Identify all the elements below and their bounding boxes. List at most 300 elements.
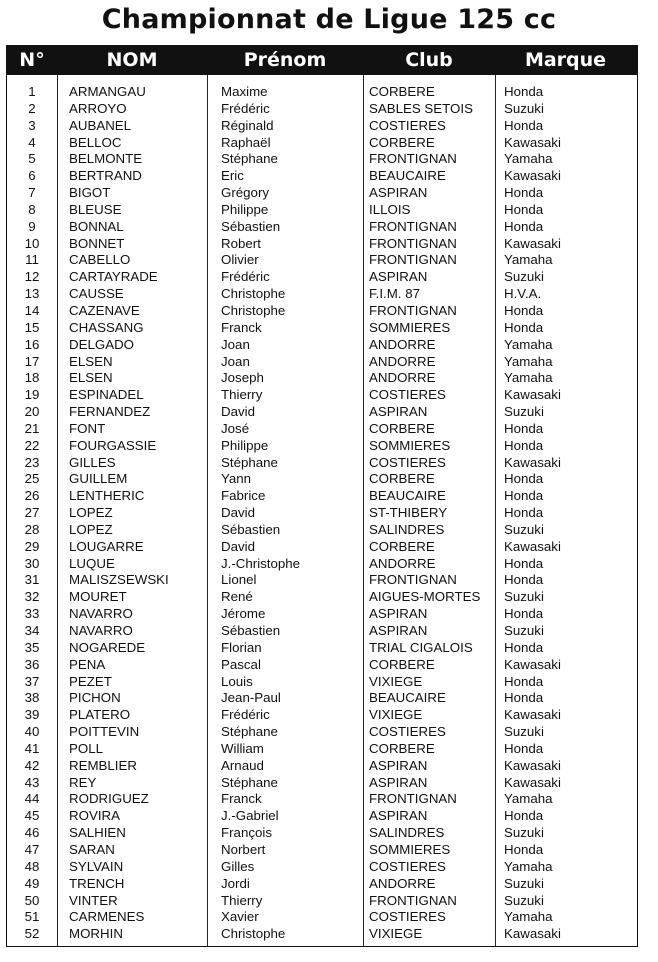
row-club: ASPIRAN [369,774,428,790]
table-row [7,723,637,740]
row-num: 20 [24,404,40,420]
row-marque: Yamaha [504,791,553,807]
row-prenom: Florian [221,639,262,655]
row-marque: Suzuki [504,623,544,638]
row-marque: Kawasaki [504,168,561,184]
row-prenom: Christophe [221,926,286,942]
page-title: Championnat de Ligue 125 cc [101,4,557,35]
row-club: ANDORRE [369,353,436,369]
row-marque: Kawasaki [504,387,561,403]
row-prenom: Frédéric [221,100,270,116]
row-club: AIGUES-MORTES [369,589,481,605]
row-num: 27 [24,505,40,521]
row-num: 45 [24,808,40,824]
row-marque: Kawasaki [504,757,561,773]
header-prenom: Prénom [243,49,327,71]
row-club: FRONTIGNAN [369,791,457,807]
row-nom: CARMENES [69,909,145,925]
row-marque: Kawasaki [504,707,561,723]
row-club: SALINDRES [369,521,445,537]
table-row [7,689,637,706]
row-num: 25 [24,471,40,487]
row-nom: POLL [69,740,104,756]
row-marque: Suzuki [504,589,544,605]
row-num: 37 [24,673,40,689]
table-row [7,285,637,302]
row-prenom: David [221,404,255,420]
row-nom: PEZET [69,673,112,689]
row-prenom: Olivier [221,252,259,268]
row-marque: Honda [504,488,544,504]
row-marque: Yamaha [504,370,553,386]
row-num: 15 [24,319,40,335]
row-num: 43 [24,774,40,790]
table-row [7,487,637,504]
row-num: 2 [28,100,36,116]
row-num: 9 [28,218,36,234]
row-marque: Yamaha [504,353,553,369]
row-club: CORBERE [369,84,435,99]
row-nom: BONNET [69,235,125,251]
row-num: 4 [28,134,36,150]
row-num: 7 [28,185,36,201]
row-num: 47 [24,841,40,857]
row-nom: CARTAYRADE [69,269,158,285]
row-nom: AUBANEL [69,117,132,133]
row-marque: Suzuki [504,521,544,537]
table-row [7,117,637,134]
table-row [7,167,637,184]
row-prenom: Gilles [221,858,255,874]
table-row [7,336,637,353]
row-nom: ARROYO [69,100,127,116]
row-club: ANDORRE [369,370,436,386]
table-row [7,925,637,942]
table-row [7,622,637,639]
row-prenom: Philippe [221,437,269,453]
row-nom: GUILLEM [69,471,128,487]
row-club: ASPIRAN [369,808,428,824]
row-club: FRONTIGNAN [369,252,457,268]
table-row [7,757,637,774]
row-prenom: François [221,825,272,841]
row-num: 31 [24,572,40,588]
row-prenom: Jean-Paul [221,690,281,706]
row-prenom: Sébastien [221,521,281,537]
table-row [7,841,637,858]
row-marque: Suzuki [504,269,544,285]
header-marque: Marque [524,49,607,71]
row-num: 10 [24,235,40,251]
row-nom: LENTHERIC [69,488,145,504]
row-marque: Honda [504,673,544,689]
row-num: 52 [24,926,40,942]
row-club: CORBERE [369,420,435,436]
table-row [7,353,637,370]
row-marque: Honda [504,218,544,234]
row-num: 42 [24,757,40,773]
row-club: COSTIERES [369,724,446,740]
row-marque: Honda [504,84,544,99]
row-nom: BERTRAND [69,168,142,184]
row-marque: Honda [504,319,544,335]
row-prenom: Fabrice [221,488,266,504]
row-nom: RODRIGUEZ [69,791,149,807]
row-club: F.I.M. 87 [369,286,420,302]
row-marque: Honda [504,505,544,521]
row-marque: Kawasaki [504,926,561,942]
row-nom: TRENCH [69,875,125,891]
row-num: 44 [24,791,40,807]
row-club: CORBERE [369,471,435,487]
row-nom: FOURGASSIE [69,437,157,453]
table-row [7,538,637,555]
table-row [7,858,637,875]
row-marque: Honda [504,185,544,201]
table-row [7,824,637,841]
table-row [7,656,637,673]
row-prenom: Sébastien [221,623,281,638]
table-row [7,875,637,892]
row-num: 5 [28,151,36,167]
row-marque: Kawasaki [504,235,561,251]
row-marque: Kawasaki [504,538,561,554]
row-club: ASPIRAN [369,606,428,622]
row-club: SOMMIERES [369,437,451,453]
row-nom: SARAN [69,841,115,857]
row-club: ASPIRAN [369,623,428,638]
row-club: ASPIRAN [369,757,428,773]
row-club: FRONTIGNAN [369,151,457,167]
table-row [7,807,637,824]
row-marque: Kawasaki [504,656,561,672]
row-nom: SYLVAIN [69,858,124,874]
table-row [7,386,637,403]
row-prenom: Jérome [221,606,266,622]
row-num: 22 [24,437,40,453]
row-marque: Honda [504,437,544,453]
row-nom: REY [69,774,97,790]
row-num: 34 [24,623,40,638]
row-prenom: Raphaël [221,134,271,150]
row-num: 16 [24,336,40,352]
row-prenom: Jordi [221,875,250,891]
row-nom: LOUGARRE [69,538,144,554]
table-row [7,521,637,538]
row-marque: Honda [504,471,544,487]
row-num: 13 [24,286,40,302]
row-prenom: William [221,740,264,756]
row-prenom: Robert [221,235,261,251]
row-club: COSTIERES [369,387,446,403]
row-num: 3 [28,117,36,133]
row-num: 50 [24,892,40,908]
row-club: FRONTIGNAN [369,218,457,234]
row-club: ST-THIBERY [369,505,448,521]
row-num: 38 [24,690,40,706]
row-num: 21 [24,420,40,436]
row-prenom: Sébastien [221,218,281,234]
row-nom: ROVIRA [69,808,120,824]
row-marque: Yamaha [504,151,553,167]
table-row [7,150,637,167]
row-prenom: Franck [221,791,262,807]
row-marque: Yamaha [504,252,553,268]
row-prenom: Thierry [221,892,263,908]
row-prenom: Christophe [221,286,286,302]
row-nom: LOPEZ [69,521,113,537]
table-row [7,251,637,268]
row-prenom: Yann [221,471,252,487]
row-num: 30 [24,555,40,571]
row-prenom: Thierry [221,387,263,403]
row-club: ASPIRAN [369,269,428,285]
row-num: 35 [24,639,40,655]
row-marque: Suzuki [504,404,544,420]
row-nom: VINTER [69,892,118,908]
table-row [7,605,637,622]
row-prenom: J.-Christophe [221,555,301,571]
row-prenom: Joan [221,336,250,352]
entry-list-table [6,45,638,947]
row-nom: BELMONTE [69,151,143,167]
table-row [7,454,637,471]
row-marque: Suzuki [504,100,544,116]
header-club: Club [405,49,453,71]
row-nom: CABELLO [69,252,131,268]
row-nom: GILLES [69,454,116,470]
row-marque: Honda [504,302,544,318]
row-club: FRONTIGNAN [369,892,457,908]
table-row [7,403,637,420]
row-marque: Honda [504,555,544,571]
row-prenom: Joseph [221,370,264,386]
table-row [7,740,637,757]
header-num: N° [19,49,45,71]
row-num: 41 [24,740,40,756]
table-row [7,100,637,117]
row-marque: Kawasaki [504,454,561,470]
row-club: VIXIEGE [369,926,423,942]
row-nom: SALHIEN [69,825,126,841]
table-row [7,201,637,218]
row-num: 28 [24,521,40,537]
table-row [7,235,637,252]
row-nom: PLATERO [69,707,131,723]
row-marque: Yamaha [504,336,553,352]
table-row [7,369,637,386]
row-num: 6 [28,168,36,184]
row-prenom: Christophe [221,302,286,318]
table-row [7,218,637,235]
row-num: 11 [25,252,39,268]
row-num: 40 [24,724,40,740]
row-club: VIXIEGE [369,673,423,689]
row-num: 46 [24,825,40,841]
row-nom: FERNANDEZ [69,404,151,420]
row-num: 23 [24,454,40,470]
row-prenom: José [221,420,250,436]
row-nom: ESPINADEL [69,387,144,403]
row-nom: PENA [69,656,106,672]
row-num: 39 [24,707,40,723]
row-club: ANDORRE [369,555,436,571]
row-nom: DELGADO [69,336,135,352]
table-row [7,504,637,521]
row-prenom: Maxime [221,84,268,99]
row-marque: Suzuki [504,892,544,908]
row-club: BEAUCAIRE [369,690,446,706]
row-marque: Yamaha [504,858,553,874]
table-row [7,908,637,925]
row-marque: Suzuki [504,875,544,891]
table-row [7,437,637,454]
row-marque: Honda [504,117,544,133]
table-row [7,892,637,909]
row-club: TRIAL CIGALOIS [369,639,473,655]
table-row [7,774,637,791]
row-club: COSTIERES [369,454,446,470]
row-marque: Suzuki [504,724,544,740]
row-nom: REMBLIER [69,757,137,773]
row-club: SOMMIERES [369,841,451,857]
row-nom: ELSEN [69,353,113,369]
row-num: 17 [24,353,40,369]
row-prenom: Franck [221,319,262,335]
row-prenom: Stéphane [221,151,278,167]
row-marque: Honda [504,201,544,217]
row-nom: FONT [69,420,106,436]
row-club: FRONTIGNAN [369,302,457,318]
row-nom: NOGAREDE [69,639,146,655]
table-row [7,588,637,605]
row-nom: NAVARRO [69,606,133,622]
row-marque: Honda [504,572,544,588]
table-row [7,639,637,656]
row-nom: NAVARRO [69,623,133,638]
row-marque: H.V.A. [504,286,542,302]
row-nom: MALISZSEWSKI [69,572,169,588]
row-club: CORBERE [369,134,435,150]
table-row [7,83,637,100]
row-club: COSTIERES [369,909,446,925]
row-num: 14 [24,302,40,318]
row-prenom: René [221,589,253,605]
row-marque: Kawasaki [504,774,561,790]
row-num: 48 [24,858,40,874]
row-nom: MOURET [69,589,127,605]
row-prenom: Joan [221,353,250,369]
row-nom: CHASSANG [69,319,144,335]
row-prenom: Lionel [221,572,257,588]
row-num: 49 [24,875,40,891]
row-num: 8 [28,201,36,217]
row-prenom: Pascal [221,656,261,672]
row-marque: Yamaha [504,909,553,925]
row-nom: CAUSSE [69,286,124,302]
row-club: ANDORRE [369,875,436,891]
row-nom: LUQUE [69,555,115,571]
table-row [7,470,637,487]
row-nom: BONNAL [69,218,124,234]
row-club: ILLOIS [369,201,411,217]
row-num: 1 [28,84,36,99]
row-club: ASPIRAN [369,185,428,201]
row-nom: BLEUSE [69,201,122,217]
row-num: 32 [24,589,40,605]
row-marque: Honda [504,841,544,857]
row-prenom: Louis [221,673,253,689]
row-nom: POITTEVIN [69,724,140,740]
row-prenom: Arnaud [221,757,264,773]
row-nom: BELLOC [69,134,122,150]
row-marque: Kawasaki [504,134,561,150]
table-row [7,555,637,572]
row-num: 19 [24,387,40,403]
row-club: CORBERE [369,740,435,756]
row-num: 36 [24,656,40,672]
row-club: BEAUCAIRE [369,168,446,184]
row-prenom: Norbert [221,841,266,857]
row-prenom: J.-Gabriel [221,808,279,824]
row-nom: MORHIN [69,926,123,942]
table-row [7,571,637,588]
row-num: 12 [24,269,40,285]
row-club: SOMMIERES [369,319,451,335]
row-marque: Honda [504,808,544,824]
row-num: 26 [24,488,40,504]
row-marque: Suzuki [504,825,544,841]
row-club: CORBERE [369,538,435,554]
row-club: VIXIEGE [369,707,423,723]
row-nom: ELSEN [69,370,113,386]
row-club: ASPIRAN [369,404,428,420]
row-nom: ARMANGAU [69,84,146,99]
table-row [7,706,637,723]
row-prenom: Stéphane [221,454,278,470]
row-prenom: Grégory [221,185,270,201]
row-club: COSTIERES [369,117,446,133]
row-club: BEAUCAIRE [369,488,446,504]
row-marque: Honda [504,606,544,622]
row-prenom: Philippe [221,201,269,217]
table-row [7,268,637,285]
table-row [7,790,637,807]
row-prenom: Stéphane [221,774,278,790]
row-marque: Honda [504,740,544,756]
row-marque: Honda [504,690,544,706]
row-nom: BIGOT [69,185,111,201]
table-row [7,420,637,437]
table-row [7,319,637,336]
row-marque: Honda [504,420,544,436]
row-club: FRONTIGNAN [369,235,457,251]
row-club: COSTIERES [369,858,446,874]
row-club: FRONTIGNAN [369,572,457,588]
row-num: 51 [24,909,40,925]
row-prenom: Frédéric [221,707,270,723]
header-nom: NOM [106,49,158,71]
row-num: 18 [24,370,40,386]
table-body [7,83,637,942]
row-nom: PICHON [69,690,121,706]
row-prenom: Eric [221,168,244,184]
row-club: SABLES SETOIS [369,100,473,116]
row-prenom: David [221,505,255,521]
row-club: SALINDRES [369,825,445,841]
row-prenom: Réginald [221,117,274,133]
row-prenom: Frédéric [221,269,270,285]
